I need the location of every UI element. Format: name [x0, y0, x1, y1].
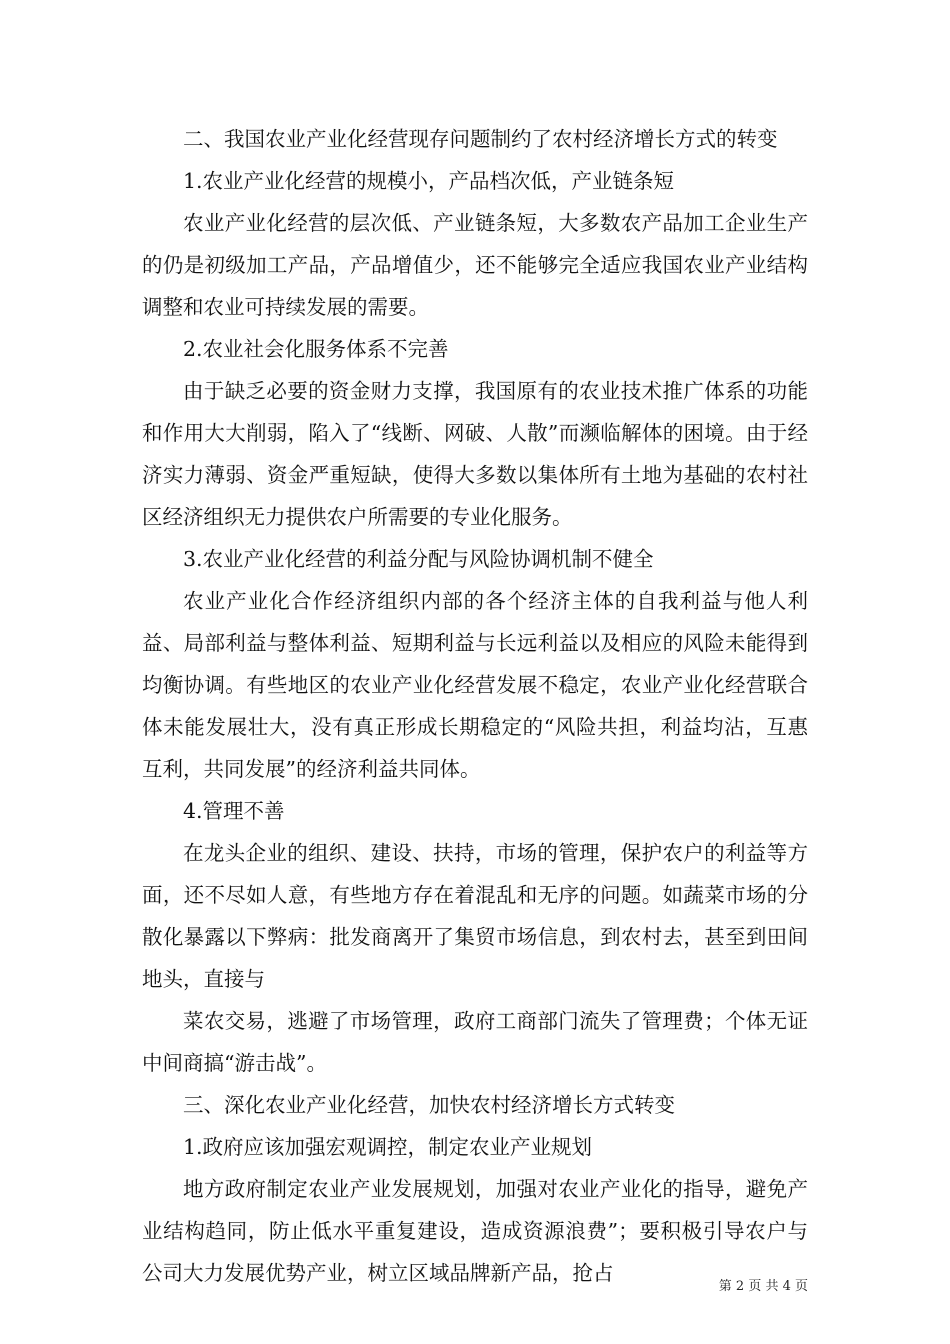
body-paragraph: 在龙头企业的组织、建设、扶持，市场的管理，保护农户的利益等方面，还不尽如人意，有些地方存在着混乱和无序的问题。如蔬菜市场的分散化暴露以下弊病：批发商离开了集贸市场信息，到农村去，甚至到田间地头，直接与	[142, 841, 808, 991]
subsection-heading: 4.管理不善	[183, 799, 285, 823]
body-paragraph: 菜农交易，逃避了市场管理，政府工商部门流失了管理费；个体无证中间商搞“游击战”。	[142, 1009, 808, 1075]
subsection-heading: 2.农业社会化服务体系不完善	[183, 337, 449, 361]
body-paragraph: 农业产业化经营的层次低、产业链条短，大多数农产品加工企业生产的仍是初级加工产品，产品增值少，还不能够完全适应我国农业产业结构调整和农业可持续发展的需要。	[142, 211, 808, 319]
subsection-heading: 3.农业产业化经营的利益分配与风险协调机制不健全	[183, 547, 654, 571]
body-paragraph: 农业产业化合作经济组织内部的各个经济主体的自我利益与他人利益、局部利益与整体利益、短期利益与长远利益以及相应的风险未能得到均衡协调。有些地区的农业产业化经营发展不稳定，农业产业化经营联合体未能发展壮大，没有真正形成长期稳定的“风险共担，利益均沾，互惠互利，共同发展”的经济利益共同体。	[142, 589, 808, 781]
body-paragraph: 地方政府制定农业产业发展规划，加强对农业产业化的指导，避免产业结构趋同，防止低水平重复建设，造成资源浪费”；要积极引导农户与公司大力发展优势产业，树立区域品牌新产品，抢占	[142, 1177, 808, 1285]
body-paragraph: 由于缺乏必要的资金财力支撑，我国原有的农业技术推广体系的功能和作用大大削弱，陷入了“线断、网破、人散”而濒临解体的困境。由于经济实力薄弱、资金严重短缺，使得大多数以集体所有土地为基础的农村社区经济组织无力提供农户所需要的专业化服务。	[142, 379, 808, 529]
subsection-heading: 1.农业产业化经营的规模小，产品档次低，产业链条短	[183, 169, 675, 193]
section-heading: 二、我国农业产业化经营现存问题制约了农村经济增长方式的转变	[183, 127, 778, 151]
section-heading: 三、深化农业产业化经营，加快农村经济增长方式转变	[183, 1093, 675, 1117]
subsection-heading: 1.政府应该加强宏观调控，制定农业产业规划	[183, 1135, 593, 1159]
page-number: 第 2 页 共 4 页	[718, 1279, 808, 1294]
document-body	[142, 118, 808, 1294]
